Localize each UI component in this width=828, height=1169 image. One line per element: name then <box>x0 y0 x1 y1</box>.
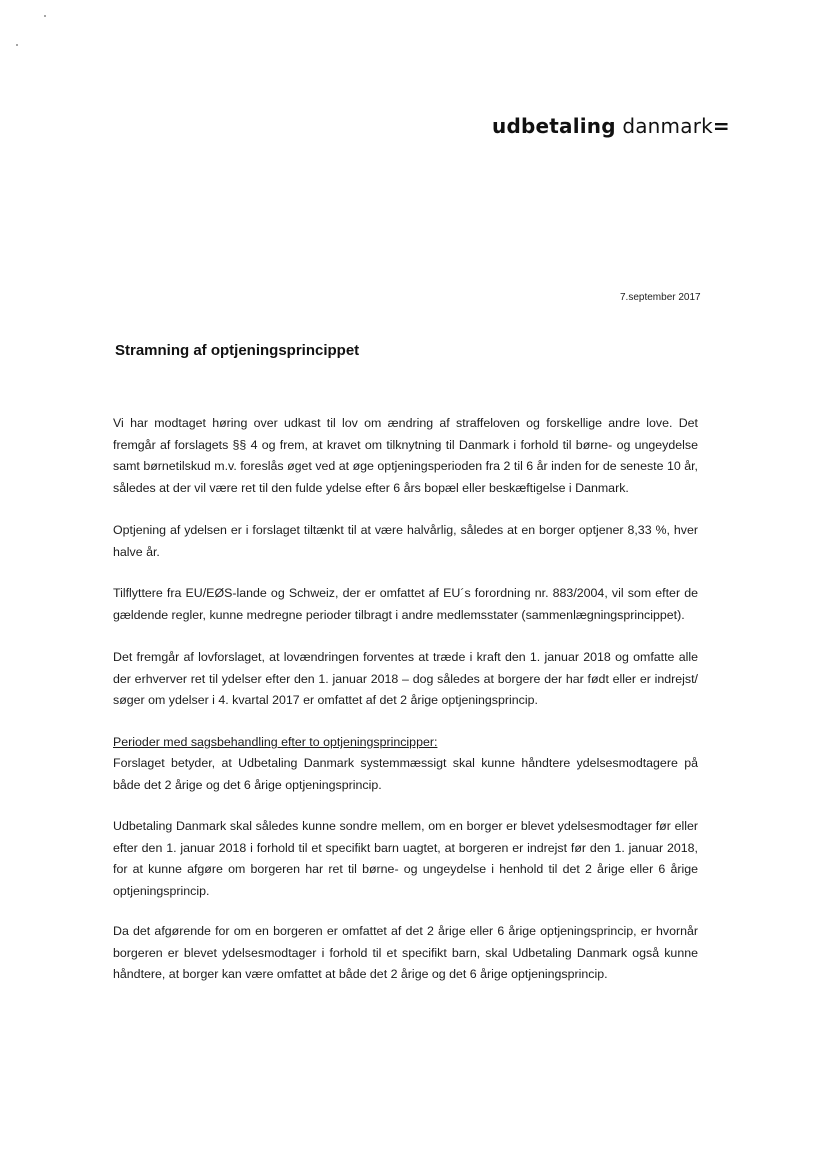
logo-bold-text: udbetaling <box>492 114 616 138</box>
section-subheading: Perioder med sagsbehandling efter to optjeningsprincipper: <box>113 735 438 749</box>
body-paragraph: Da det afgørende for om en borgeren er omfattet af det 2 årige eller 6 årige optjeningsprincip, er hvornår borgeren er blevet ydelsesmodtager i forhold til et specifikt barn, skal Udbetaling Danmark også kunne håndtere, at borger kan være omfattet at både det 2 årige og det 6 årige optjeningsprincip. <box>113 924 698 981</box>
body-paragraph: Vi har modtaget høring over udkast til lov om ændring af straffeloven og forskellige andre love. Det fremgår af forslagets §§ 4 og frem, at kravet om tilknytning til Danmark i forhold til børne- og ungeydelse samt børnetilskud m.v. foreslås øget ved at øge optjeningsperioden fra 2 til 6 år inden for de seneste 10 år, således at der vil være ret til den fulde ydelse efter 6 års bopæl eller beskæftigelse i Danmark. <box>113 416 698 495</box>
body-paragraph: Det fremgår af lovforslaget, at lovændringen forventes at træde i kraft den 1. januar 2018 og omfatte alle der erhverver ret til ydelser efter den 1. januar 2018 – dog således at borgere der har født eller er indrejst/ søger om ydelser i 4. kvartal 2017 er omfattet af det 2 årige optjeningsprincip. <box>113 650 698 707</box>
logo-light-text: danmark <box>615 114 713 138</box>
body-paragraph: Forslaget betyder, at Udbetaling Danmark systemmæssigt skal kunne håndtere ydelsesmodtagere på både det 2 årige og det 6 årige optjeningsprincip. <box>113 756 698 792</box>
scan-speck <box>16 44 18 46</box>
body-paragraph: Tilflyttere fra EU/EØS-lande og Schweiz, der er omfattet af EU´s forordning nr. 883/2004, vil som efter de gældende regler, kunne medregne perioder tilbragt i andre medlemsstater (sammenlægningsprincippet). <box>113 586 698 622</box>
document-title: Stramning af optjeningsprincippet <box>115 342 360 359</box>
document-date: 7.september 2017 <box>620 292 701 303</box>
brand-logo <box>492 114 730 138</box>
body-paragraph: Optjening af ydelsen er i forslaget tiltænkt til at være halvårlig, således at en borger optjener 8,33 %, hver halve år. <box>113 523 698 559</box>
logo-mark: = <box>712 114 730 138</box>
scan-speck <box>44 15 46 17</box>
body-paragraph: Udbetaling Danmark skal således kunne sondre mellem, om en borger er blevet ydelsesmodtager før eller efter den 1. januar 2018 i forhold til et specifikt barn uagtet, at borgeren er indrejst før den 1. januar 2018, for at kunne afgøre om borgeren har ret til børne- og ungeydelse i henhold til det 2 årige eller 6 årige optjeningsprincip. <box>113 819 698 898</box>
